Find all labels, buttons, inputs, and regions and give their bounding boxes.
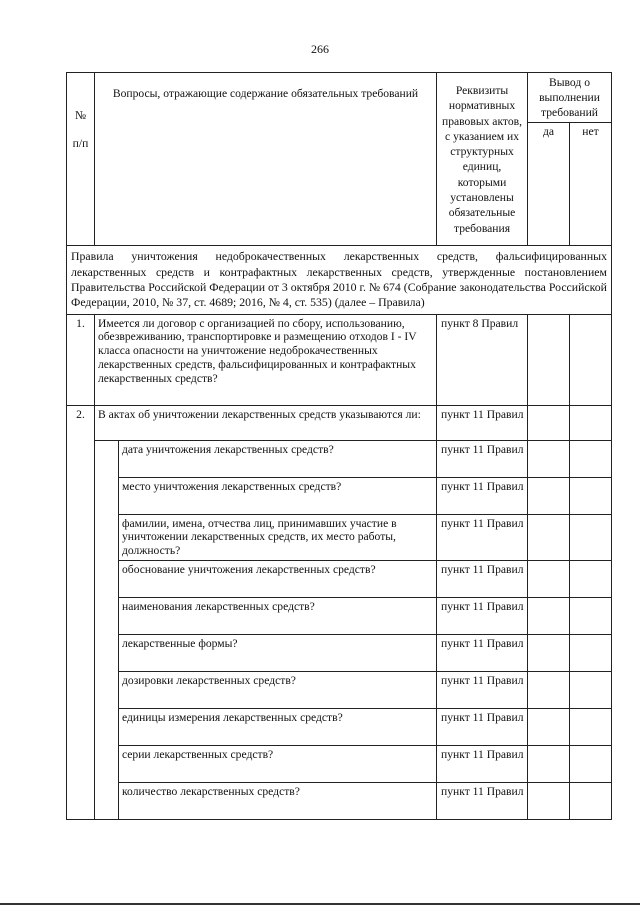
answer-no-cell[interactable] [570,477,612,514]
header-num-cell [67,73,95,246]
sub-row [67,746,612,783]
header-output: Вывод о выполнении требований [528,73,612,123]
sub-requisite: пункт 11 Правил [437,635,528,672]
header-yes: да [528,123,570,246]
answer-yes-cell[interactable] [528,746,570,783]
sub-question: лекарственные формы? [119,635,437,672]
answer-no-cell[interactable] [570,514,612,561]
answer-no-cell[interactable] [570,314,612,405]
sub-requisite: пункт 11 Правил [437,561,528,598]
sub-question: наименования лекарственных средств? [119,598,437,635]
answer-no-cell[interactable] [570,672,612,709]
sub-requisite: пункт 11 Правил [437,709,528,746]
table-row [67,314,612,405]
row-requisite: пункт 11 Правил [437,405,528,440]
header-no: нет [570,123,612,246]
answer-yes-cell[interactable] [528,783,570,820]
section-row [67,246,612,314]
sub-row [67,672,612,709]
sub-row [67,783,612,820]
sub-requisite: пункт 11 Правил [437,440,528,477]
answer-yes-cell[interactable] [528,709,570,746]
header-num-sublabel: п/п [72,136,89,150]
answer-yes-cell[interactable] [528,514,570,561]
sub-requisite: пункт 11 Правил [437,783,528,820]
answer-yes-cell[interactable] [528,672,570,709]
sub-question: обоснование уничтожения лекарственных средств? [119,561,437,598]
row-requisite: пункт 8 Правил [437,314,528,405]
sub-question: фамилии, имена, отчества лиц, принимавших участие в уничтожении лекарственных средств, их место работы, должность? [119,514,437,561]
answer-yes-cell[interactable] [528,477,570,514]
answer-no-cell[interactable] [570,598,612,635]
sub-requisite: пункт 11 Правил [437,598,528,635]
answer-no-cell[interactable] [570,783,612,820]
row-number [67,405,95,820]
page-number: 266 [311,42,329,56]
sub-row [67,477,612,514]
sub-requisite: пункт 11 Правил [437,672,528,709]
sub-requisite: пункт 11 Правил [437,477,528,514]
sub-question: серии лекарственных средств? [119,746,437,783]
sub-row [67,440,612,477]
row-number-text: 2. [76,407,85,421]
table-row [67,405,612,440]
answer-no-cell[interactable] [570,709,612,746]
sub-row [67,598,612,635]
answer-no-cell[interactable] [570,405,612,440]
sub-row [67,709,612,746]
header-row [67,73,612,123]
sub-row [67,514,612,561]
checklist-table [66,72,612,820]
answer-yes-cell[interactable] [528,314,570,405]
row-question: В актах об уничтожении лекарственных средств указываются ли: [95,405,437,440]
sub-requisite: пункт 11 Правил [437,746,528,783]
answer-yes-cell[interactable] [528,561,570,598]
sub-requisite: пункт 11 Правил [437,514,528,561]
answer-no-cell[interactable] [570,440,612,477]
answer-no-cell[interactable] [570,561,612,598]
sub-question: дата уничтожения лекарственных средств? [119,440,437,477]
sub-question: место уничтожения лекарственных средств? [119,477,437,514]
answer-yes-cell[interactable] [528,635,570,672]
answer-yes-cell[interactable] [528,598,570,635]
sub-question: единицы измерения лекарственных средств? [119,709,437,746]
sub-question: дозировки лекарственных средств? [119,672,437,709]
header-num-label: № [74,109,87,122]
sub-question: количество лекарственных средств? [119,783,437,820]
header-questions: Вопросы, отражающие содержание обязательных требований [95,73,437,246]
answer-yes-cell[interactable] [528,405,570,440]
row-question: Имеется ли договор с организацией по сбору, использованию, обезвреживанию, транспортировке и размещению отходов I - IV класса опасности на уничтожение недоброкачественных лекарственных средств, фальсифицированных и контрафактных лекарственных средств? [95,314,437,405]
answer-no-cell[interactable] [570,635,612,672]
answer-yes-cell[interactable] [528,440,570,477]
answer-no-cell[interactable] [570,746,612,783]
header-requisites: Реквизиты нормативных правовых актов, с указанием их структурных единиц, которыми установлены обязательные требования [437,73,528,246]
sub-indent-cell [95,440,119,820]
section-title: Правила уничтожения недоброкачественных лекарственных средств, фальсифицированных лекарственных средств и контрафактных лекарственных средств, утвержденные постановлением Правительства Российской Федерации от 3 октября 2010 г. № 674 (Собрание законодательства Российской Федерации, 2010, № 37, ст. 4689; 2016, № 4, ст. 535) (далее – Правила) [67,246,612,314]
row-number: 1. [67,314,95,405]
sub-row [67,561,612,598]
sub-row [67,635,612,672]
